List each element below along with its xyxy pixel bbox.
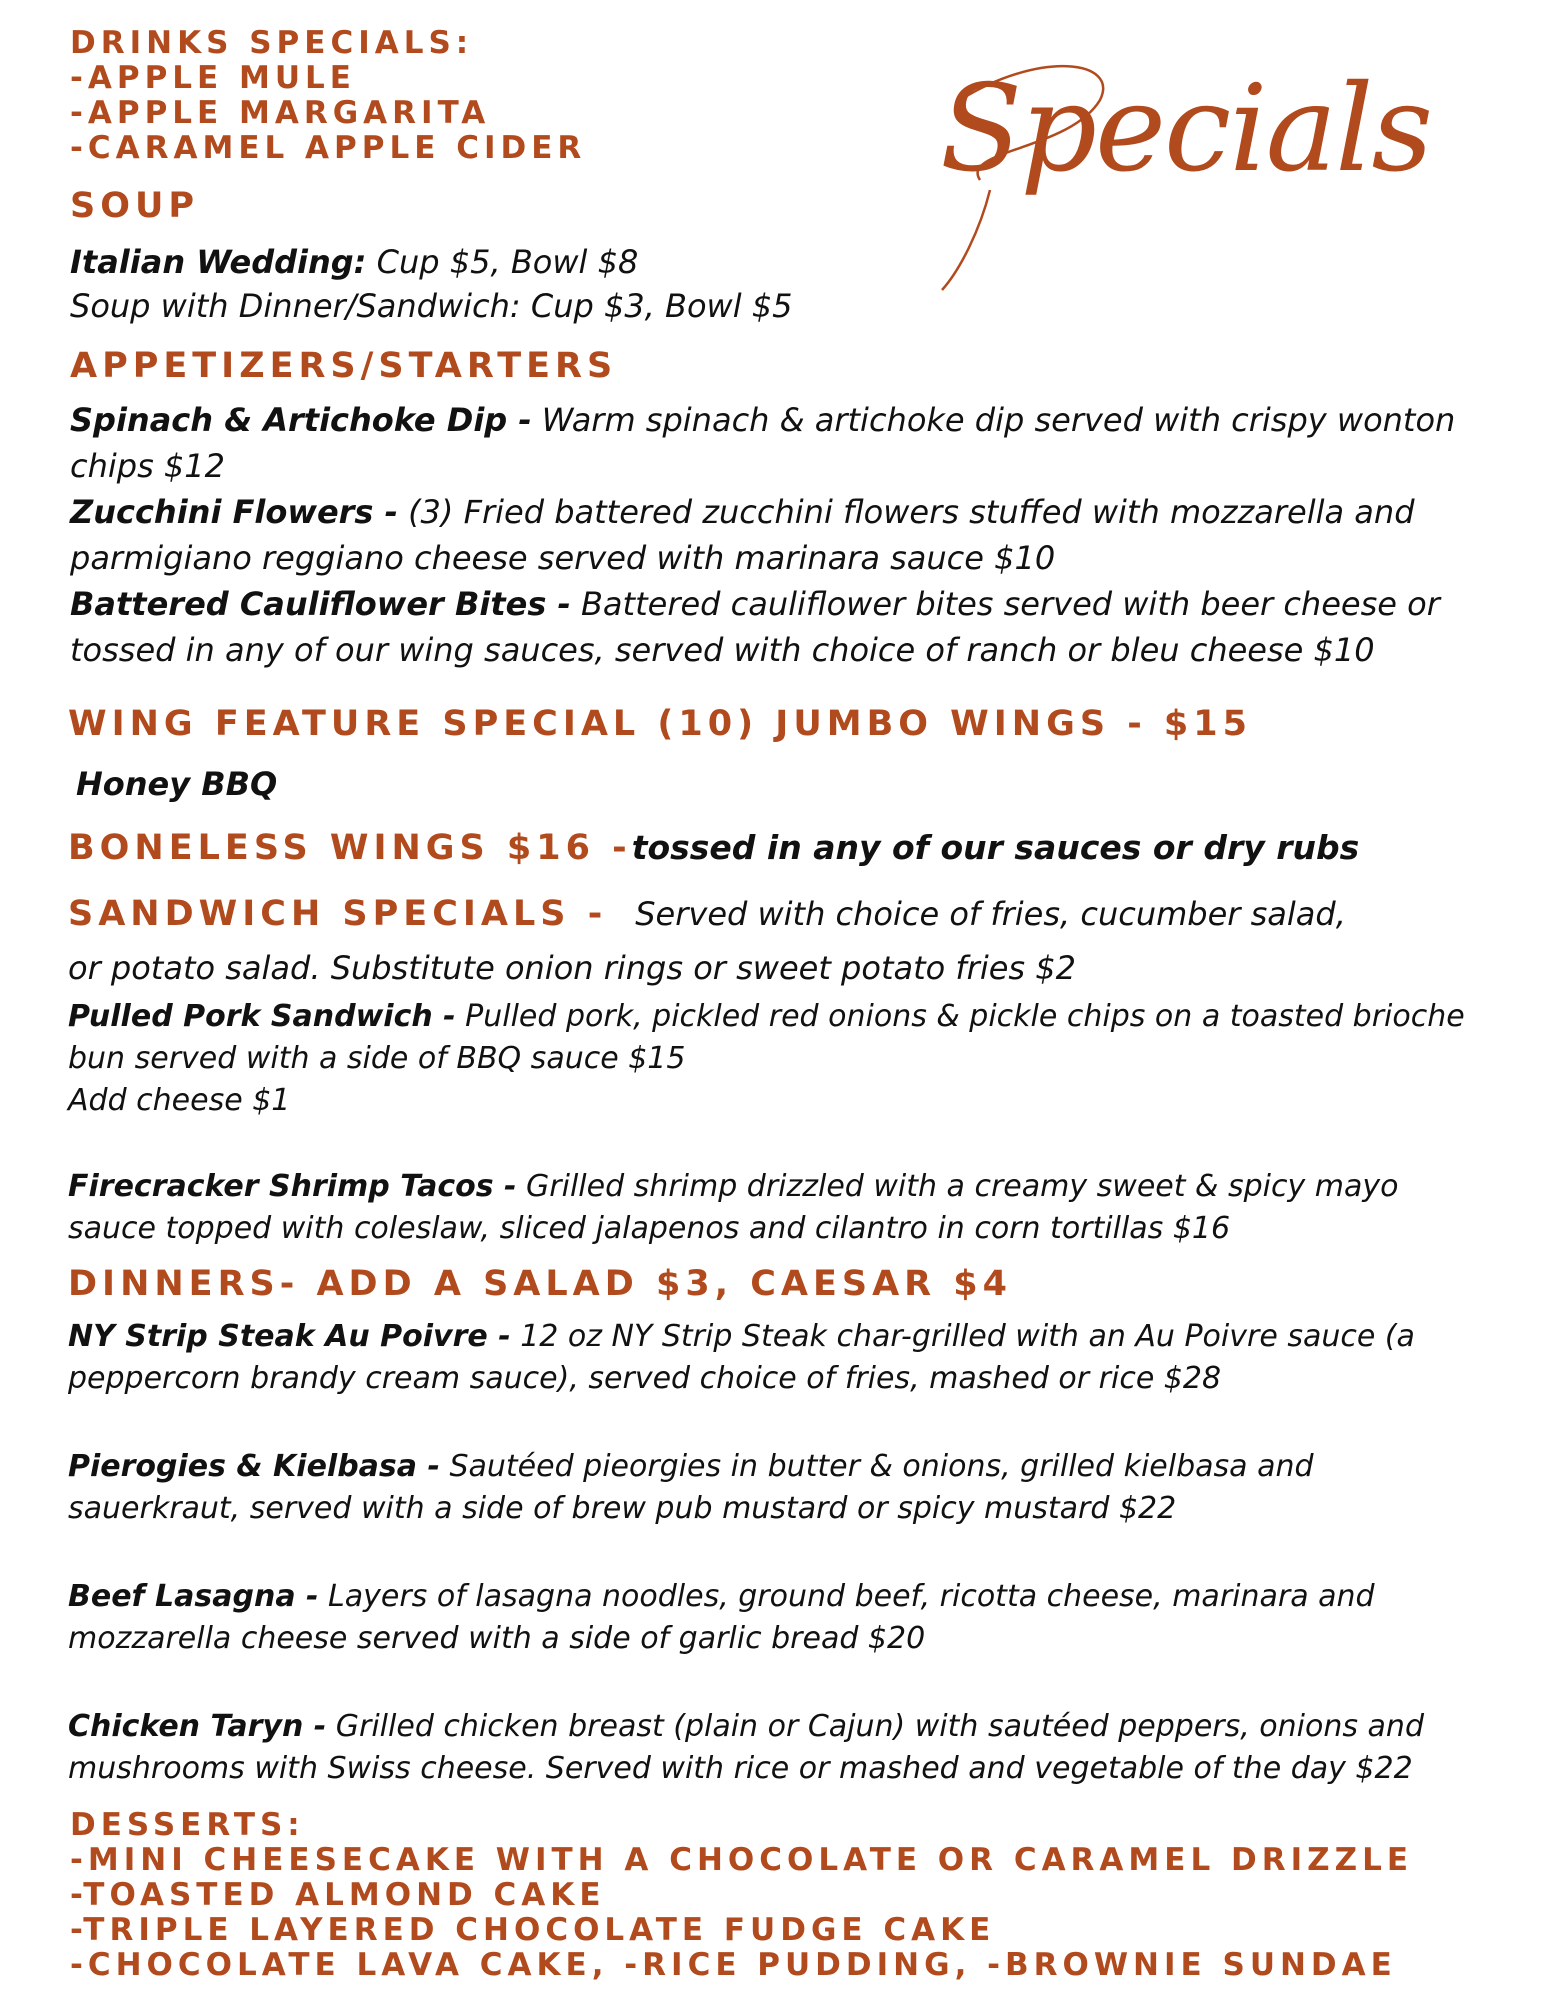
sandwich-addon: Add cheese $1 — [68, 1083, 291, 1118]
appetizer-item — [70, 490, 1415, 534]
logo-text: Specials — [940, 60, 1432, 199]
specials-script-logo — [920, 40, 1480, 300]
drink-item: -CARAMEL APPLE CIDER — [70, 130, 587, 166]
soup-note: Soup with Dinner/Sandwich: Cup $3, Bowl $5 — [70, 287, 793, 325]
dinners-heading: DINNERS- ADD A SALAD $3, CAESAR $4 — [68, 1264, 1013, 1304]
appetizer-item — [70, 582, 1440, 626]
sandwich-desc: Pulled pork, pickled red onions & pickle chips on a toasted brioche — [455, 999, 1465, 1034]
dinner-name: Chicken Taryn - — [68, 1709, 327, 1744]
dinner-desc: Grilled chicken breast (plain or Cajun) with sautéed peppers, onions and — [326, 1709, 1424, 1744]
drink-item: -APPLE MARGARITA — [70, 95, 491, 131]
dessert-item: -TRIPLE LAYERED CHOCOLATE FUDGE CAKE — [70, 1912, 996, 1948]
dinner-desc: 12 oz NY Strip Steak char-grilled with an Au Poivre sauce (a — [510, 1319, 1415, 1354]
appetizer-name: Spinach & Artichoke Dip - — [70, 401, 532, 439]
dinner-item — [68, 1576, 1375, 1618]
dinner-desc: Layers of lasagna noodles, ground beef, ricotta cheese, marinara and — [318, 1579, 1375, 1614]
dinner-desc-cont: peppercorn brandy cream sauce), served choice of fries, mashed or rice $28 — [68, 1361, 1222, 1396]
dinner-desc-cont: mozzarella cheese served with a side of garlic bread $20 — [68, 1621, 926, 1656]
dinner-item — [68, 1446, 1314, 1488]
appetizer-desc-cont: parmigiano reggiano cheese served with marinara sauce $10 — [70, 539, 1056, 577]
appetizer-desc-cont: chips $12 — [70, 447, 225, 485]
sandwich-desc-cont: sauce topped with coleslaw, sliced jalapenos and cilantro in corn tortillas $16 — [68, 1211, 1231, 1246]
sandwich-intro-cont: or potato salad. Substitute onion rings or sweet potato fries $2 — [68, 949, 1076, 987]
dinner-desc-cont: mushrooms with Swiss cheese. Served with rice or mashed and vegetable of the day $22 — [68, 1751, 1413, 1786]
drink-item: -APPLE MULE — [70, 60, 356, 96]
desserts-heading: DESSERTS: — [70, 1807, 305, 1843]
appetizers-heading: APPETIZERS/STARTERS — [70, 346, 618, 386]
dinner-desc-cont: sauerkraut, served with a side of brew pub mustard or spicy mustard $22 — [68, 1491, 1177, 1526]
sandwich-desc-cont: bun served with a side of BBQ sauce $15 — [68, 1041, 686, 1076]
sandwich-desc: Grilled shrimp drizzled with a creamy sweet & spicy mayo — [516, 1169, 1399, 1204]
appetizer-name: Zucchini Flowers - — [70, 493, 398, 531]
sandwich-name: Pulled Pork Sandwich - — [68, 999, 456, 1034]
appetizer-desc: Battered cauliflower bites served with beer cheese or — [570, 585, 1440, 623]
dinner-name: Pierogies & Kielbasa - — [68, 1449, 440, 1484]
soup-name: Italian Wedding: — [70, 243, 367, 281]
appetizer-desc-cont: tossed in any of our wing sauces, served with choice of ranch or bleu cheese $10 — [70, 631, 1375, 669]
boneless-heading — [68, 828, 1359, 868]
sandwich-name: Firecracker Shrimp Tacos - — [68, 1169, 517, 1204]
boneless-title: BONELESS WINGS $16 - — [68, 828, 632, 868]
wing-feature-heading: WING FEATURE SPECIAL (10) JUMBO WINGS - $15 — [68, 704, 1252, 744]
wing-flavor-name: Honey BBQ — [76, 765, 278, 803]
appetizer-item — [70, 398, 1455, 442]
soup-price: Cup $5, Bowl $8 — [366, 243, 639, 281]
dessert-item: -TOASTED ALMOND CAKE — [70, 1877, 606, 1913]
dinner-item — [68, 1706, 1424, 1748]
desserts-section — [70, 1808, 1413, 1983]
dinner-name: Beef Lasagna - — [68, 1579, 319, 1614]
soup-line — [70, 240, 638, 284]
dinner-item — [68, 1316, 1415, 1358]
dessert-item: -MINI CHEESECAKE WITH A CHOCOLATE OR CARAMEL DRIZZLE — [70, 1842, 1414, 1878]
sandwich-intro: Served with choice of fries, cucumber salad, — [635, 895, 1346, 933]
wing-flavor — [76, 762, 277, 806]
sandwich-title: SANDWICH SPECIALS - — [68, 894, 608, 934]
appetizer-desc: (3) Fried battered zucchini flowers stuffed with mozzarella and — [397, 493, 1415, 531]
soup-heading: SOUP — [70, 186, 200, 226]
drinks-section — [70, 26, 586, 166]
appetizer-name: Battered Cauliflower Bites - — [70, 585, 571, 623]
sandwich-item — [68, 996, 1465, 1038]
dessert-item: -CHOCOLATE LAVA CAKE, -RICE PUDDING, -BROWNIE SUNDAE — [70, 1947, 1397, 1983]
appetizer-desc: Warm spinach & artichoke dip served with crispy wonton — [531, 401, 1456, 439]
logo-flourish — [942, 190, 990, 290]
sandwich-heading — [68, 894, 1346, 934]
sandwich-item — [68, 1166, 1398, 1208]
dinner-desc: Sautéed pieorgies in butter & onions, grilled kielbasa and — [439, 1449, 1314, 1484]
dinner-name: NY Strip Steak Au Poivre - — [68, 1319, 511, 1354]
boneless-desc: tossed in any of our sauces or dry rubs — [631, 828, 1360, 867]
drinks-heading: DRINKS SPECIALS: — [70, 25, 474, 61]
